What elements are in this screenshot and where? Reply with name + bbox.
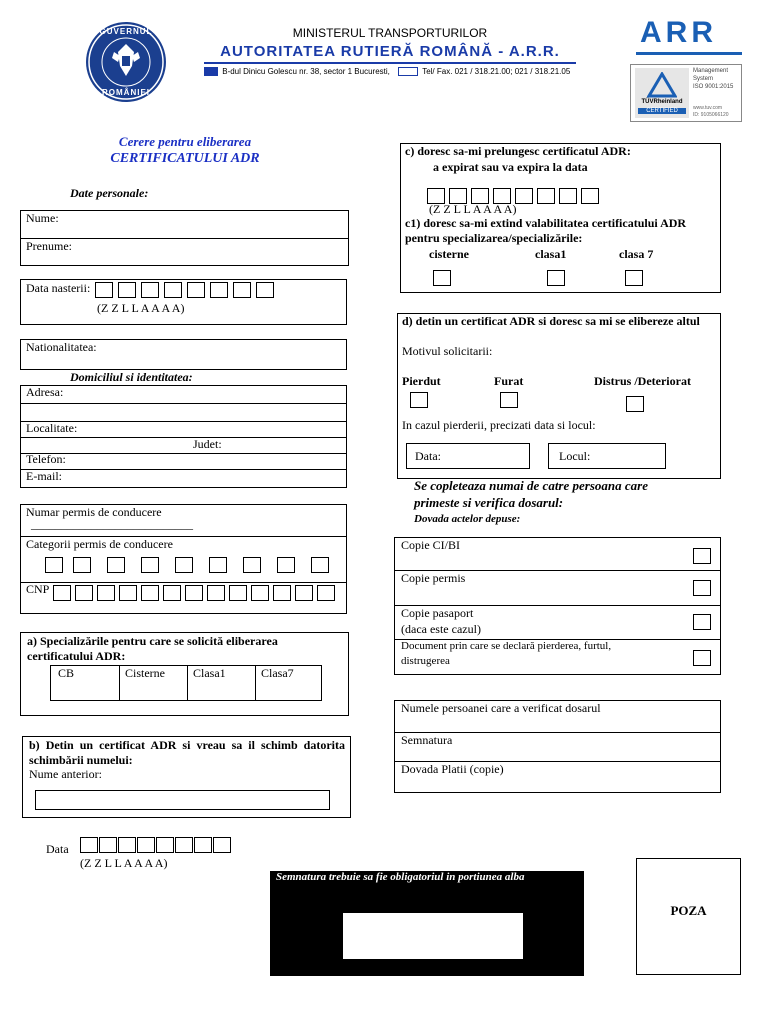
tuv-brand: TÜVRheinland: [641, 99, 683, 105]
name-box: [20, 210, 349, 266]
verifier-name-field[interactable]: Numele persoanei care a verificat dosarul: [401, 701, 601, 715]
doc-loss-declaration-checkbox[interactable]: [693, 650, 711, 666]
c1-option-cisterne: cisterne: [429, 247, 469, 261]
birthdate-digit[interactable]: [118, 282, 136, 298]
expiry-date-digit[interactable]: [515, 188, 533, 204]
section-c-subtitle: a expirat sau va expira la data: [433, 160, 588, 174]
c1-option-clasa7: clasa 7: [619, 247, 654, 261]
divider: [21, 403, 346, 404]
locality-field[interactable]: Localitate:: [26, 421, 78, 435]
expiry-date-digit[interactable]: [537, 188, 555, 204]
doc-copy-license: Copie permis: [401, 571, 466, 585]
footer-date-digit[interactable]: [80, 837, 98, 853]
tuv-certificate-badge: [630, 64, 742, 122]
reason-lost-label: Pierdut: [402, 374, 441, 388]
tuv-certified: CERTIFIED: [638, 108, 686, 114]
section-b-box: [22, 736, 351, 818]
nationality-box: [20, 339, 347, 370]
birthdate-format: (Z Z L L A A A A): [97, 301, 185, 315]
license-category-box[interactable]: [175, 557, 193, 573]
cnp-digit[interactable]: [141, 585, 159, 601]
birthdate-digit[interactable]: [233, 282, 251, 298]
birthdate-box: [20, 279, 347, 325]
license-category-box[interactable]: [107, 557, 125, 573]
birthdate-digit[interactable]: [256, 282, 274, 298]
cnp-digit[interactable]: [75, 585, 93, 601]
birthdate-digit[interactable]: [210, 282, 228, 298]
expiry-date-digit[interactable]: [581, 188, 599, 204]
tuv-line-2: System: [693, 76, 714, 82]
phone-field[interactable]: Telefon:: [26, 452, 66, 466]
expiry-date-digit[interactable]: [559, 188, 577, 204]
ministry-name: MINISTERUL TRANSPORTURILOR: [292, 26, 488, 40]
form-title-line2: CERTIFICATULUI ADR: [110, 151, 260, 166]
license-number-label: Numar permis de conducere: [26, 505, 162, 519]
section-d-title: d) detin un certificat ADR si doresc sa mi se elibereze altul: [402, 314, 700, 328]
cnp-digit[interactable]: [185, 585, 203, 601]
license-category-box[interactable]: [45, 557, 63, 573]
doc-loss-declaration-note: distrugerea: [401, 655, 450, 667]
loss-date-label: Data:: [415, 449, 441, 463]
email-field[interactable]: E-mail:: [26, 469, 62, 483]
cnp-digit[interactable]: [229, 585, 247, 601]
staff-note-line1: Se copleteaza numai de catre persoana care: [414, 478, 648, 493]
doc-copy-license-checkbox[interactable]: [693, 580, 711, 596]
personal-data-heading: Date personale:: [70, 186, 149, 200]
license-category-box[interactable]: [141, 557, 159, 573]
divider: [21, 453, 346, 454]
cnp-label: CNP: [26, 582, 50, 596]
divider: [21, 582, 346, 583]
birthdate-label: Data nasterii:: [26, 281, 91, 295]
loss-place-input[interactable]: [548, 443, 666, 469]
phone-text: Tel/ Fax. 021 / 318.21.00; 021 / 318.21.05: [422, 67, 571, 76]
divider: [21, 437, 346, 438]
seal-text-bottom: ROMÂNIEI: [102, 88, 150, 97]
reason-damaged-checkbox[interactable]: [626, 396, 644, 412]
footer-date-digit[interactable]: [175, 837, 193, 853]
doc-copy-passport-note: (daca este cazul): [401, 622, 481, 636]
nationality-field[interactable]: Nationalitatea:: [26, 340, 97, 354]
c1-checkbox-clasa7[interactable]: [625, 270, 643, 286]
license-categories-label: Categorii permis de conducere: [26, 537, 173, 551]
tuv-line-3: ISO 9001:2015: [693, 84, 734, 90]
doc-copy-id-checkbox[interactable]: [693, 548, 711, 564]
loss-place-label: Locul:: [559, 449, 591, 463]
cnp-digit[interactable]: [119, 585, 137, 601]
divider: [187, 666, 188, 700]
footer-date-digit[interactable]: [194, 837, 212, 853]
section-c-title: c) doresc sa-mi prelungesc certificatul ADR:: [405, 144, 631, 158]
cnp-digit[interactable]: [53, 585, 71, 601]
cnp-digit[interactable]: [273, 585, 291, 601]
license-category-box[interactable]: [243, 557, 261, 573]
c1-checkbox-clasa1[interactable]: [547, 270, 565, 286]
documents-heading: Dovada actelor depuse:: [414, 513, 521, 525]
license-category-box[interactable]: [311, 557, 329, 573]
section-d-box: [397, 313, 721, 479]
section-a-box: [20, 632, 349, 716]
photo-label: POZA: [670, 903, 707, 918]
footer-date-digit[interactable]: [213, 837, 231, 853]
arr-logo: ARR: [640, 16, 717, 49]
license-category-box[interactable]: [209, 557, 227, 573]
c1-checkbox-cisterne[interactable]: [433, 270, 451, 286]
header-rule: [204, 62, 576, 64]
doc-copy-passport: Copie pasaport: [401, 606, 474, 620]
loss-note: In cazul pierderii, precizati data si locul:: [402, 418, 596, 432]
license-category-box[interactable]: [277, 557, 295, 573]
footer-date-digit[interactable]: [99, 837, 117, 853]
section-c-box: [400, 143, 721, 293]
tuv-triangle-icon: [647, 72, 677, 98]
specializations-table: [50, 665, 322, 701]
reason-stolen-checkbox[interactable]: [500, 392, 518, 408]
surname-field[interactable]: Prenume:: [26, 239, 72, 253]
cnp-digit[interactable]: [163, 585, 181, 601]
building-icon: [204, 67, 218, 76]
previous-name-input[interactable]: [35, 790, 330, 810]
name-field[interactable]: Nume:: [26, 211, 59, 225]
authority-name: AUTORITATEA RUTIERĂ ROMÂNĂ - A.R.R.: [220, 43, 560, 60]
spec-option-cb[interactable]: CB: [58, 666, 75, 680]
government-seal: [86, 22, 166, 102]
birthdate-digit[interactable]: [187, 282, 205, 298]
documents-box: [394, 537, 721, 675]
footer-date-format: (Z Z L L A A A A): [80, 856, 168, 870]
signature-note: Semnatura trebuie sa fie obligatoriul in portiunea alba: [276, 871, 525, 883]
expiry-date-format: (Z Z L L A A A A): [429, 202, 517, 216]
verifier-box: [394, 700, 721, 793]
doc-copy-passport-checkbox[interactable]: [693, 614, 711, 630]
section-b-title: b) Detin un certificat ADR si vreau sa il schimb datorita schimbării numelui:: [29, 738, 345, 767]
footer-date-label: Data: [46, 842, 69, 856]
phone-icon: [398, 67, 418, 76]
cnp-digit[interactable]: [97, 585, 115, 601]
license-category-box[interactable]: [73, 557, 91, 573]
tuv-id: ID: 9105066120: [693, 112, 729, 118]
seal-text-top: GUVERNUL: [99, 27, 153, 36]
signature-area: [270, 871, 584, 976]
divider: [255, 666, 256, 700]
license-number-field[interactable]: ___________________________: [31, 517, 193, 531]
cnp-digit[interactable]: [295, 585, 313, 601]
tuv-url: www.tuv.com: [693, 105, 723, 111]
section-c1-title: c1) doresc sa-mi extind valabilitatea certificatului ADR pentru specializarea/specializările:: [405, 216, 687, 245]
verifier-signature-field[interactable]: Semnatura: [401, 733, 453, 747]
staff-note-line2: primeste si verifica dosarul:: [414, 495, 564, 510]
payment-proof-field[interactable]: Dovada Platii (copie): [401, 762, 504, 776]
previous-name-label: Nume anterior:: [29, 767, 102, 781]
section-a-title: a) Specializările pentru care se solicită eliberarea certificatului ADR:: [27, 634, 278, 663]
reason-damaged-label: Distrus /Deteriorat: [594, 374, 691, 388]
spec-option-clasa7[interactable]: Clasa7: [261, 666, 294, 680]
arr-logo-underline: [636, 52, 742, 55]
reason-label: Motivul solicitarii:: [402, 344, 493, 358]
domicile-heading: Domiciliul si identitatea:: [70, 370, 193, 384]
county-field[interactable]: Judet:: [193, 437, 222, 451]
footer-date-digit[interactable]: [156, 837, 174, 853]
cnp-digit[interactable]: [317, 585, 335, 601]
tuv-mark: [635, 68, 689, 118]
cnp-digit[interactable]: [207, 585, 225, 601]
address-field[interactable]: Adresa:: [26, 385, 64, 399]
address-text: B-dul Dinicu Golescu nr. 38, sector 1 Bucuresti,: [222, 67, 390, 76]
spec-option-clasa1[interactable]: Clasa1: [193, 666, 226, 680]
birthdate-digit[interactable]: [95, 282, 113, 298]
signature-white-field[interactable]: [343, 913, 523, 959]
c1-option-clasa1: clasa1: [535, 247, 567, 261]
footer-date-digit[interactable]: [137, 837, 155, 853]
form-title-line1: Cerere pentru eliberarea: [118, 134, 252, 149]
address-box: [20, 385, 347, 488]
divider: [21, 469, 346, 470]
photo-box[interactable]: [636, 858, 741, 975]
divider: [119, 666, 120, 700]
loss-date-input[interactable]: [406, 443, 530, 469]
reason-lost-checkbox[interactable]: [410, 392, 428, 408]
doc-loss-declaration: Document prin care se declară pierderea, furtul,: [401, 640, 612, 652]
birthdate-digit[interactable]: [164, 282, 182, 298]
spec-option-cisterne[interactable]: Cisterne: [125, 666, 165, 680]
reason-stolen-label: Furat: [494, 374, 524, 388]
birthdate-digit[interactable]: [141, 282, 159, 298]
footer-date-digit[interactable]: [118, 837, 136, 853]
tuv-line-1: Management: [693, 68, 729, 74]
license-box: [20, 504, 347, 614]
cnp-digit[interactable]: [251, 585, 269, 601]
doc-copy-id: Copie CI/BI: [401, 538, 460, 552]
address-line: [204, 67, 570, 76]
